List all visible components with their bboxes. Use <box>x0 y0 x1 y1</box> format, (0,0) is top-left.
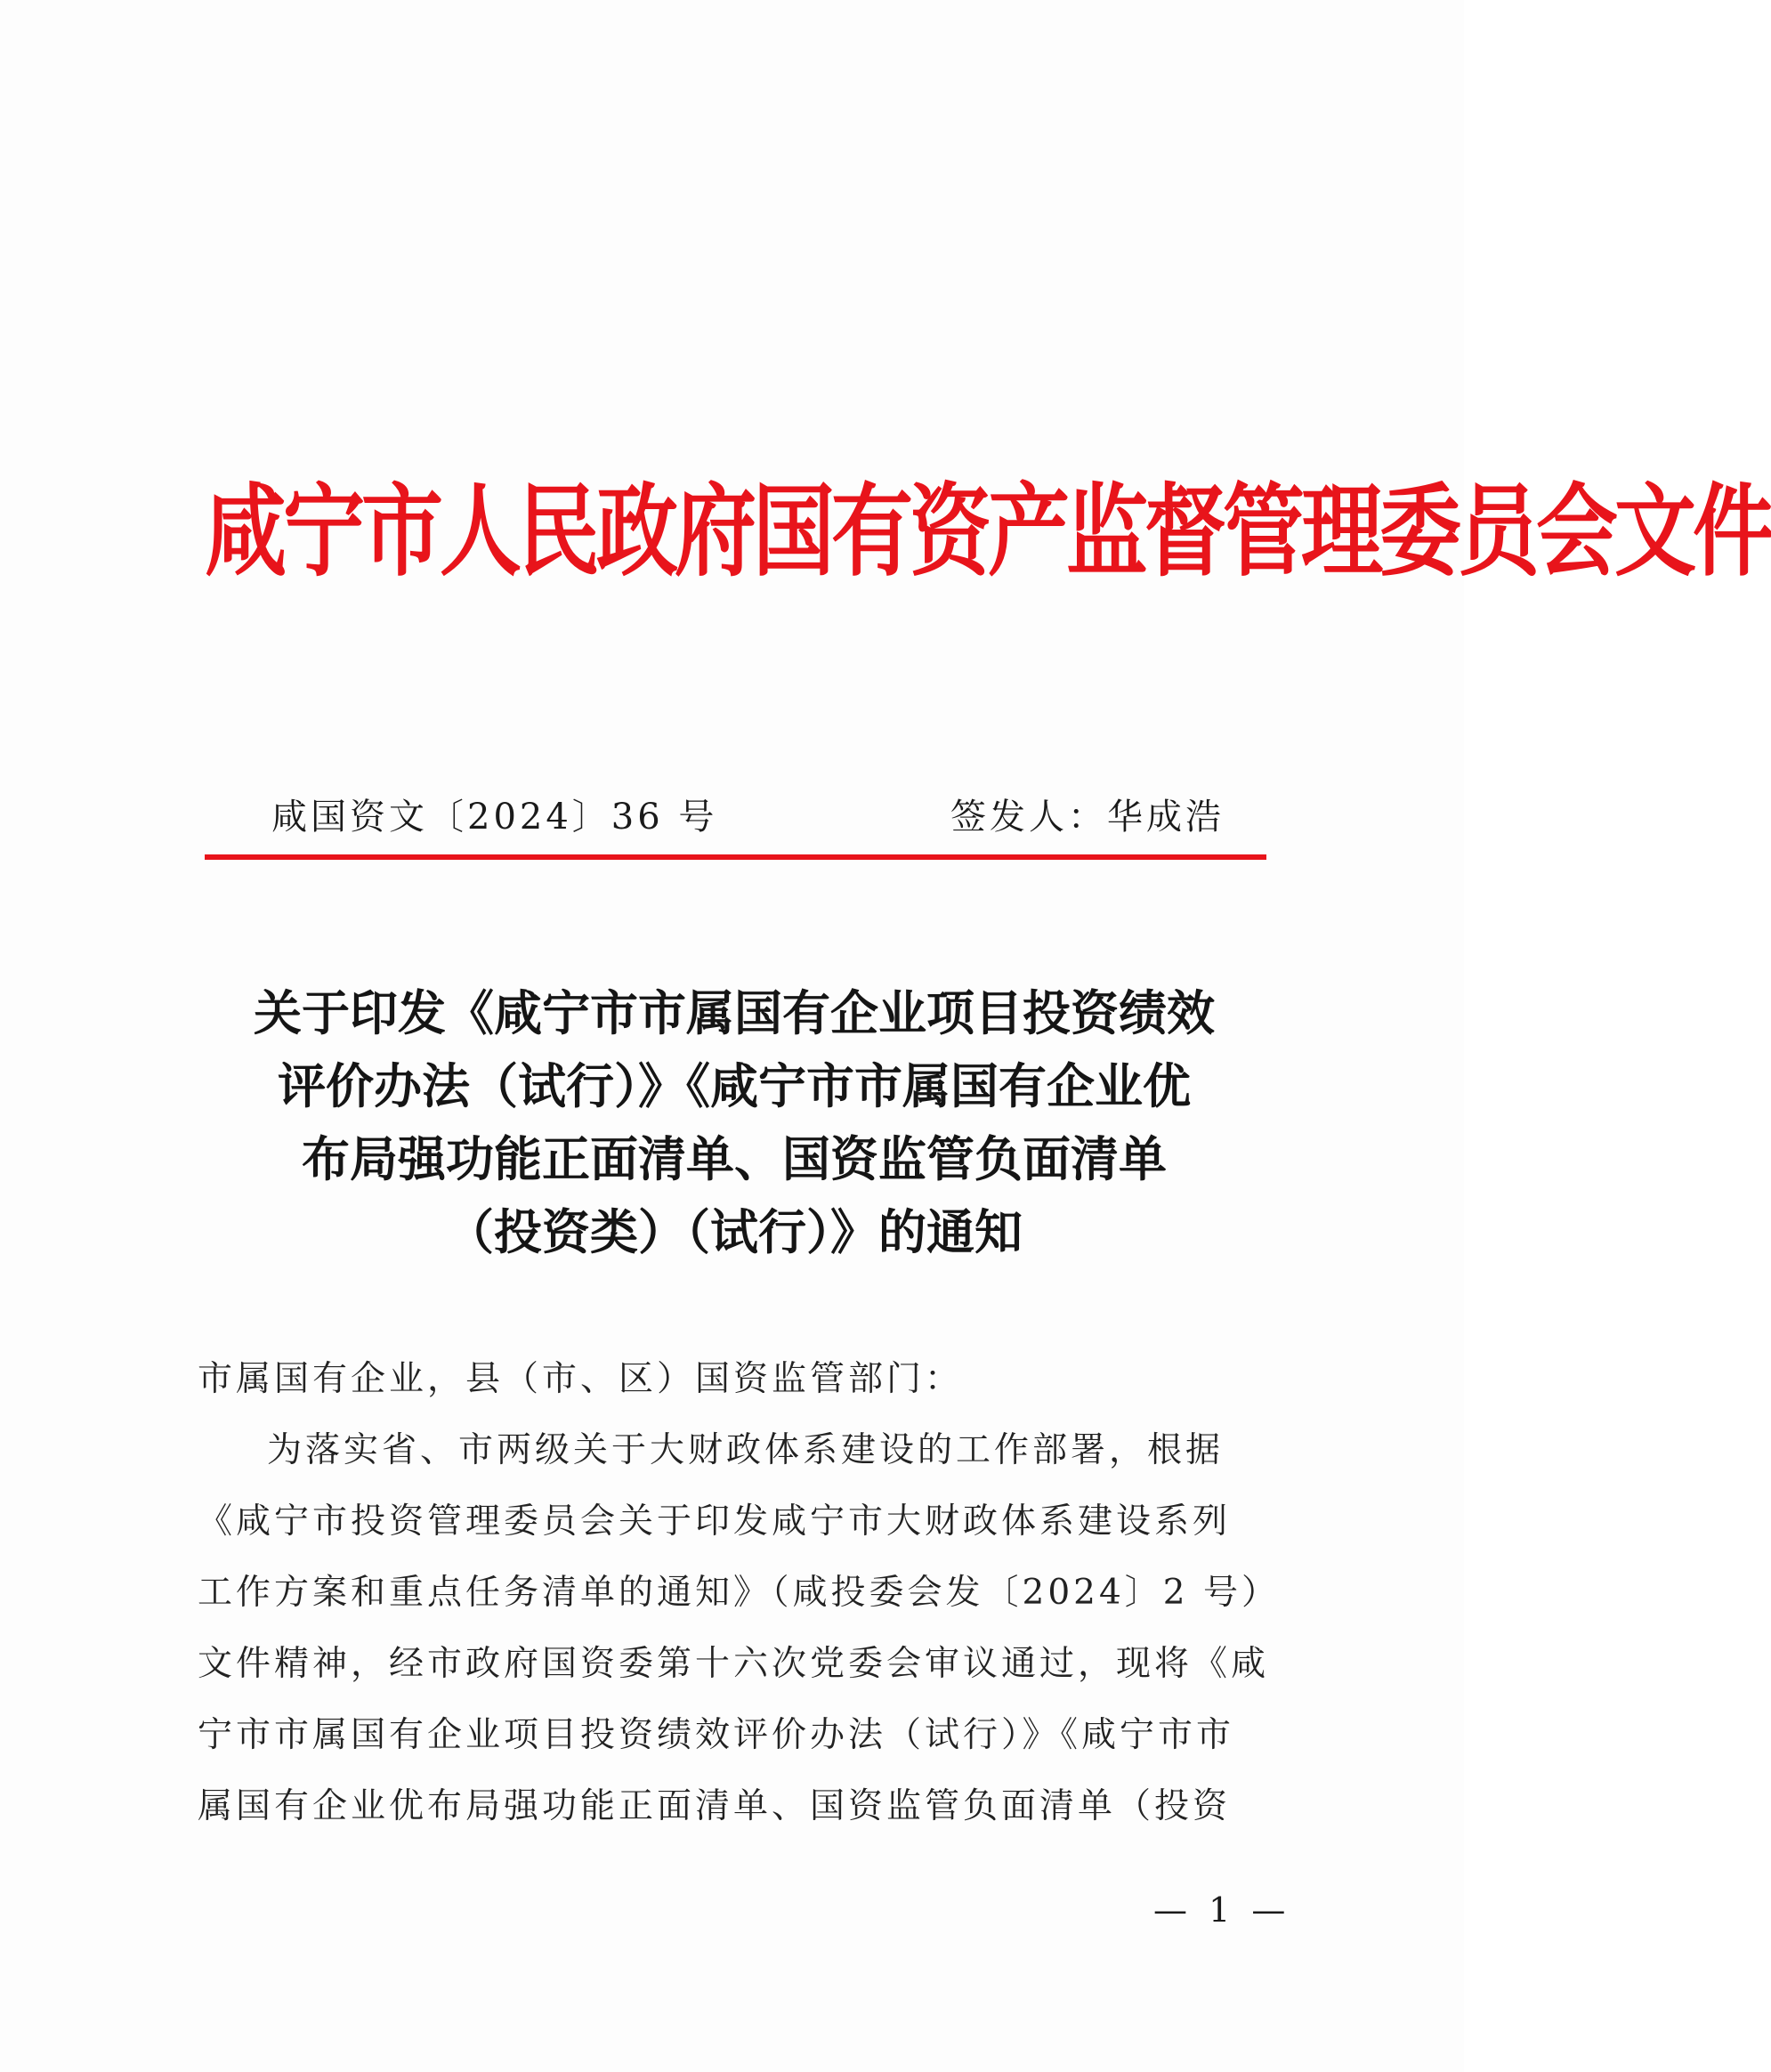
title-line: 布局强功能正面清单、国资监管负面清单 <box>302 1131 1167 1187</box>
document-title <box>178 977 1290 1269</box>
salutation: 市属国有企业，县（市、区）国资监管部门： <box>198 1359 964 1399</box>
body-line: 属国有企业优布局强功能正面清单、国资监管负面清单（投资 <box>198 1786 1232 1826</box>
title-line: 关于印发《咸宁市市属国有企业项目投资绩效 <box>254 985 1215 1041</box>
body-line: 工作方案和重点任务清单的通知》（咸投委会发〔2024〕2 号） <box>198 1573 1280 1613</box>
body-line: 《咸宁市投资管理委员会关于印发咸宁市大财政体系建设系列 <box>198 1501 1232 1542</box>
document-body <box>198 1344 1280 1842</box>
title-line: （投资类）（试行）》的通知 <box>446 1204 1023 1260</box>
body-line: 宁市市属国有企业项目投资绩效评价办法（试行）》《咸宁市市 <box>198 1715 1235 1755</box>
body-line: 文件精神，经市政府国资委第十六次党委会审议通过，现将《咸 <box>198 1644 1270 1684</box>
header-divider <box>205 854 1266 860</box>
document-number: 咸国资文〔2024〕36 号 <box>271 797 718 838</box>
title-line: 评价办法（试行）》《咸宁市市属国有企业优 <box>278 1058 1191 1114</box>
body-line: 为落实省、市两级关于大财政体系建设的工作部署，根据 <box>267 1430 1225 1470</box>
agency-header-title: 咸宁市人民政府国有资产监督管理委员会文件 <box>205 473 1771 590</box>
page-number: — 1 — <box>1153 1890 1291 1930</box>
issuer-signature: 签发人：华成浩 <box>950 797 1225 838</box>
